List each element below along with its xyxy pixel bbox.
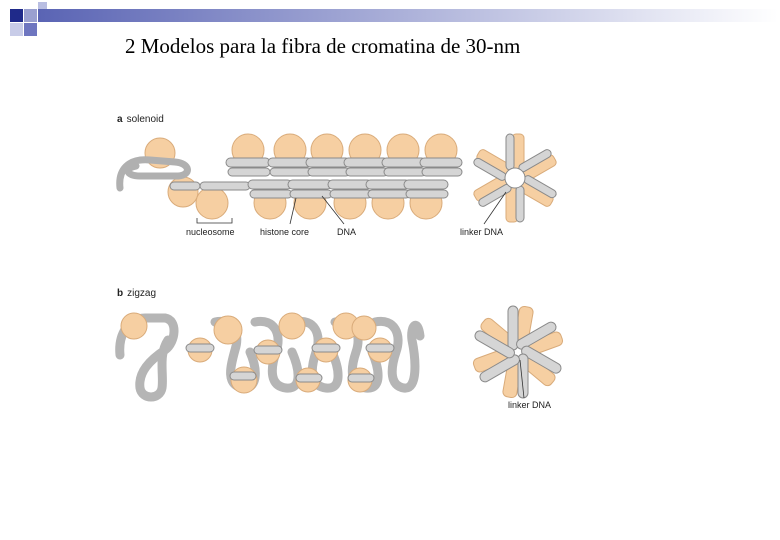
dna-wrap: [366, 180, 410, 189]
nucleosome: [214, 316, 242, 344]
dna-wrap: [270, 168, 312, 176]
dna-wrap: [200, 182, 250, 190]
dna-wrap: [366, 344, 394, 352]
solenoid-end-view: [472, 134, 557, 222]
label-histone-core: histone core: [260, 227, 310, 237]
panel-b-label: [117, 288, 156, 299]
dna-wrap: [230, 372, 256, 380]
dna-wrap: [346, 168, 388, 176]
dna-wrap: [296, 374, 322, 382]
dna-wrap: [308, 168, 350, 176]
panel-a-letter: a: [117, 114, 123, 125]
dna-wrap: [406, 190, 448, 198]
dna-wrap: [312, 344, 340, 352]
dna-wrap: [254, 346, 282, 354]
zigzag-end-view: [472, 306, 564, 399]
nucleosome: [352, 316, 376, 340]
panel-a-name: solenoid: [126, 114, 164, 125]
dna-wrap: [170, 182, 200, 190]
dna-wrap: [306, 158, 350, 167]
end-view-hole: [505, 168, 525, 188]
leader-line: [290, 198, 296, 224]
dna-wrap: [404, 180, 448, 189]
panel-b-name: zigzag: [127, 288, 157, 299]
end-view-dna: [516, 186, 524, 222]
dna-wrap: [186, 344, 214, 352]
label-linker-dna-b: linker DNA: [508, 400, 552, 410]
dna-wrap: [348, 374, 374, 382]
end-view-dna: [506, 134, 514, 170]
dna-wrap: [368, 190, 410, 198]
dna-wrap: [268, 158, 312, 167]
label-linker-dna-a: linker DNA: [460, 227, 504, 237]
dna-wrap: [344, 158, 388, 167]
dna-wrap: [420, 158, 462, 167]
dna-wrap: [250, 190, 292, 198]
dna-wrap: [248, 180, 292, 189]
dna-wrap: [226, 158, 270, 167]
dna-wrap: [328, 180, 372, 189]
dna-wrap: [288, 180, 332, 189]
dna-wrap: [290, 190, 332, 198]
nucleosome: [279, 313, 305, 339]
slide-title: 2 Modelos para la fibra de cromatina de 30-nm: [125, 34, 521, 58]
nucleosome: [196, 187, 228, 219]
label-dna: DNA: [337, 227, 357, 237]
label-nucleosome: nucleosome: [186, 227, 235, 237]
nucleosome: [121, 313, 147, 339]
dna-wrap: [228, 168, 270, 176]
panel-b-letter: b: [117, 288, 124, 299]
zigzag-diagram: [120, 313, 420, 397]
dna-wrap: [330, 190, 372, 198]
dna-wrap: [384, 168, 426, 176]
dna-wrap: [382, 158, 426, 167]
dna-wrap: [422, 168, 462, 176]
